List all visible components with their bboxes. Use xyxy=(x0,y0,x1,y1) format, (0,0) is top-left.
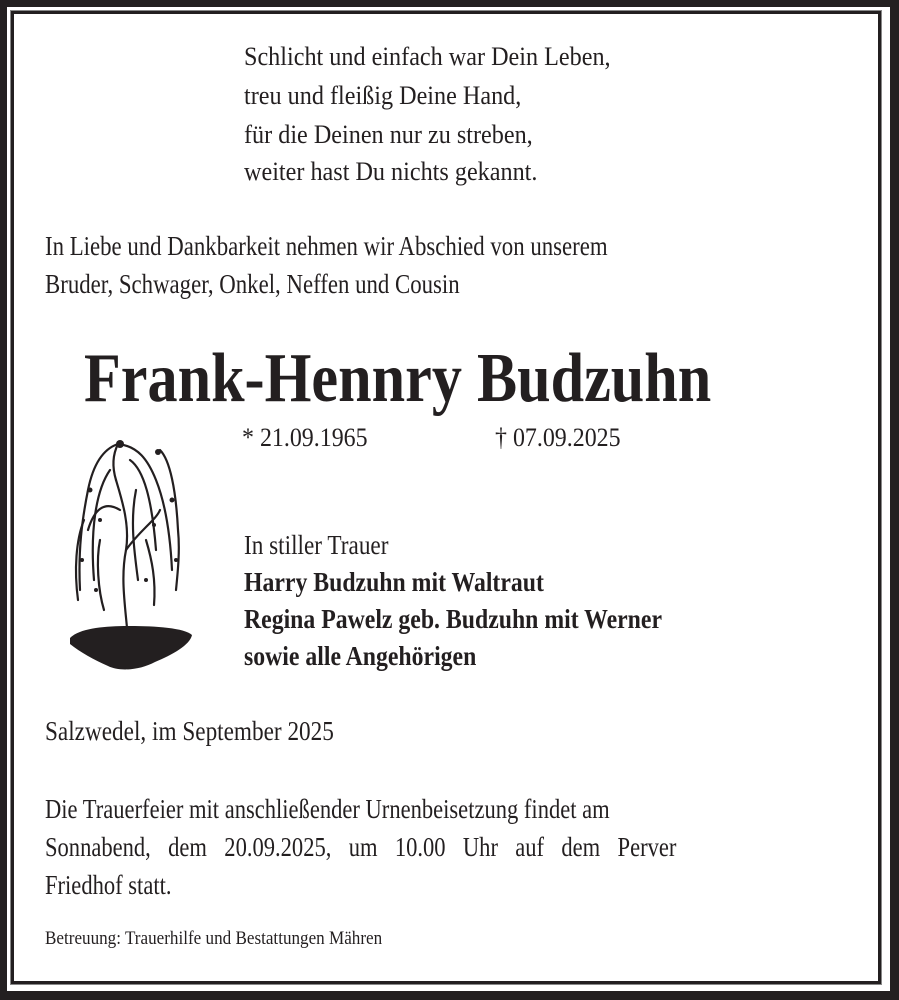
intro-line-1: In Liebe und Dankbarkeit nehmen wir Abschied von unserem xyxy=(45,231,608,261)
mourner-1: Harry Budzuhn mit Waltraut xyxy=(244,567,544,597)
funeral-line-3: Friedhof statt. xyxy=(45,870,172,900)
funeral-home-credit: Betreuung: Trauerhilfe und Bestattungen Mähren xyxy=(45,928,383,949)
weeping-willow-tree-icon xyxy=(60,430,200,680)
deceased-name: Frank-Hennry Budzuhn xyxy=(84,340,712,417)
poem-line-1: Schlicht und einfach war Dein Leben, xyxy=(244,42,611,71)
mourning-intro: In stiller Trauer xyxy=(244,530,389,560)
poem-line-3: für die Deinen nur zu streben, xyxy=(244,120,533,149)
intro-line-2: Bruder, Schwager, Onkel, Neffen und Cousin xyxy=(45,269,460,299)
mourner-3: sowie alle Angehörigen xyxy=(244,641,477,671)
mourner-2: Regina Pawelz geb. Budzuhn mit Werner xyxy=(244,604,662,634)
poem-line-2: treu und fleißig Deine Hand, xyxy=(244,81,522,110)
poem-line-4: weiter hast Du nichts gekannt. xyxy=(244,157,538,186)
death-date: † 07.09.2025 xyxy=(495,423,621,452)
funeral-line-2: Sonnabend, dem 20.09.2025, um 10.00 Uhr auf dem Perver xyxy=(45,832,677,862)
birth-date: * 21.09.1965 xyxy=(242,423,368,452)
funeral-line-1: Die Trauerfeier mit anschließender Urnenbeisetzung findet am xyxy=(45,794,610,824)
place-date: Salzwedel, im September 2025 xyxy=(45,716,334,746)
